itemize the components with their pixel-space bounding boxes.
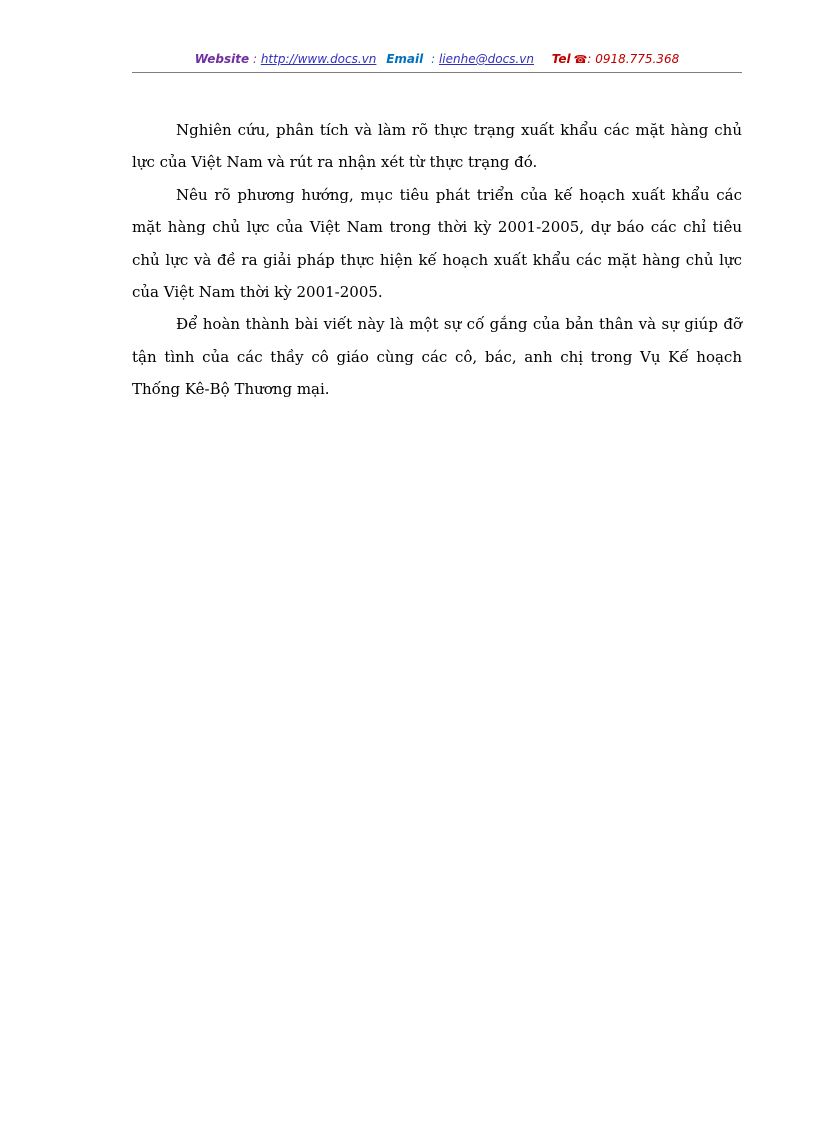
- paragraph-acknowledgement: Để hoàn thành bài viết này là một sự cố gắng của bản thân và sự giúp đỡ tận tình của các thầy cô giáo cùng các cô, bác, anh chị trong Vụ Kế hoạch Thống Kê-Bộ Thương mại.: [132, 315, 742, 399]
- phone-icon: ☎: [573, 53, 588, 66]
- website-separator: :: [252, 52, 257, 66]
- paragraph-direction: Nêu rõ phương hướng, mục tiêu phát triển của kế hoạch xuất khẩu các mặt hàng chủ lực của Việt Nam trong thời kỳ 2001-2005, dự báo các chỉ tiêu chủ lực và đề ra giải pháp thực hiện kế hoạch xuất khẩu các mặt hàng chủ lực của Việt Nam thời kỳ 2001-2005.: [132, 185, 742, 302]
- email-link[interactable]: lienhe@docs.vn: [438, 52, 534, 66]
- website-link[interactable]: http://www.docs.vn: [260, 52, 377, 66]
- document-body: [132, 114, 742, 406]
- phone-number: : 0918.775.368: [587, 52, 680, 66]
- website-label: Website: [194, 52, 250, 66]
- email-label: Email: [386, 52, 424, 66]
- email-separator: :: [431, 52, 436, 66]
- page-header: [132, 50, 742, 73]
- tel-label: Tel: [551, 52, 571, 66]
- paragraph-research: Nghiên cứu, phân tích và làm rõ thực trạng xuất khẩu các mặt hàng chủ lực của Việt Nam và rút ra nhận xét từ thực trạng đó.: [132, 121, 742, 172]
